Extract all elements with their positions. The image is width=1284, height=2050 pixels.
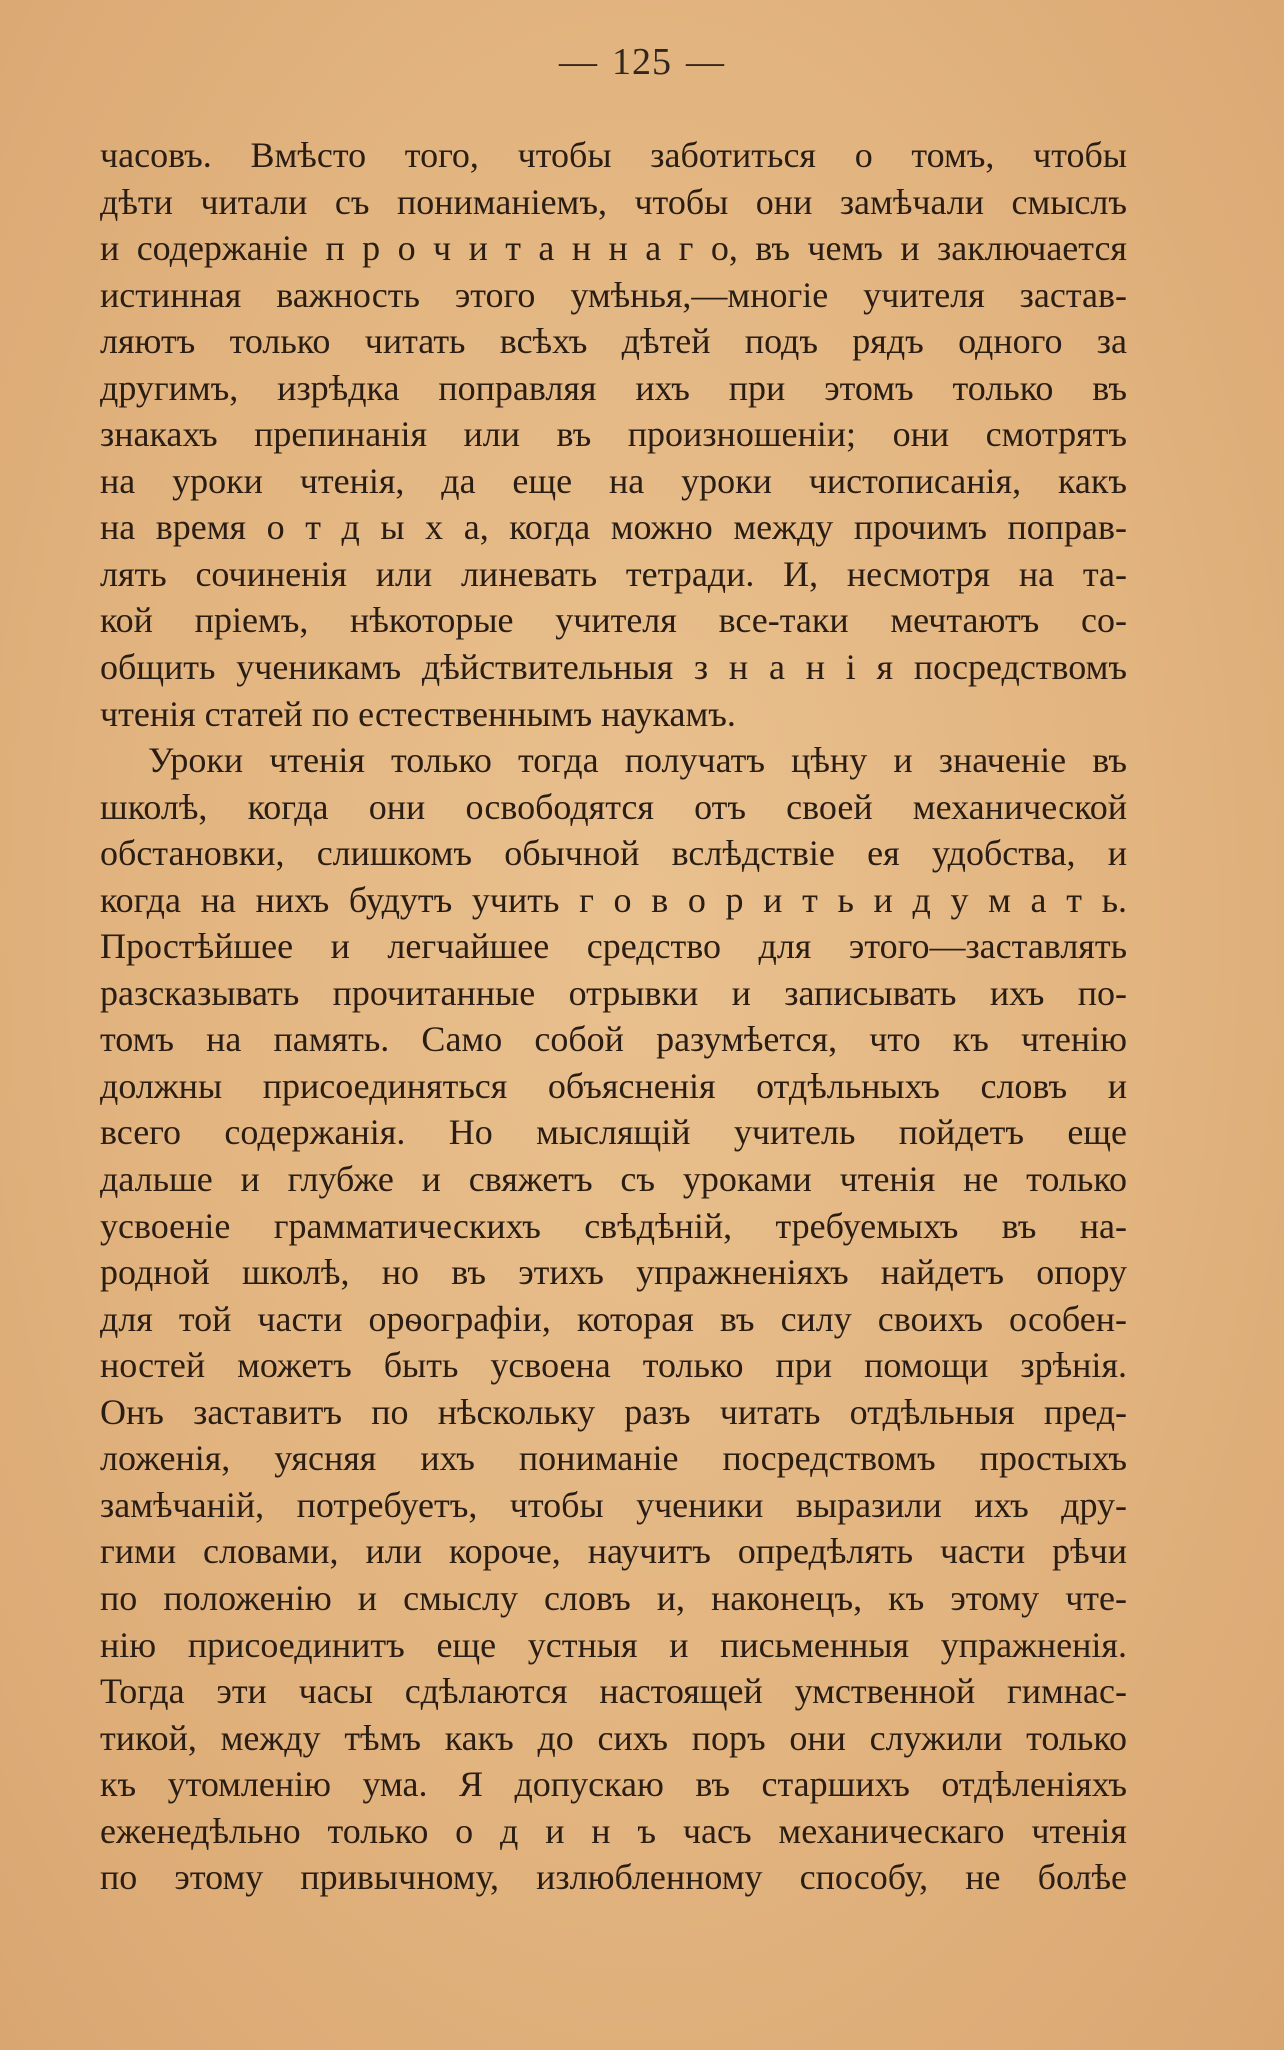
text-line: на время о т д ы х а, когда можно между прочимъ поправ- [100,507,1127,548]
text-line: общить ученикамъ дѣйствительныя з н а н і я посредствомъ [100,647,1127,688]
page-number [0,40,1284,84]
text-line: нію присоединитъ еще устныя и письменныя упражненія. [100,1624,1127,1665]
text-line: усвоеніе грамматическихъ свѣдѣній, требуемыхъ въ на- [100,1205,1127,1246]
text-line: замѣчаній, потребуетъ, чтобы ученики выразили ихъ дру- [100,1484,1127,1525]
text-line: по положенію и смыслу словъ и, наконецъ, къ этому чте- [100,1577,1127,1618]
text-line: часовъ. Вмѣсто того, чтобы заботиться о томъ, чтобы [100,135,1127,175]
text-line: знакахъ препинанія или въ произношеніи; они смотрятъ [100,414,1127,455]
page-number-value: 125 [612,41,672,83]
page-number-dash-right: — [686,41,725,83]
body-text [100,132,1127,1901]
text-line: когда на нихъ будутъ учить г о в о р и т ь и д у м а т ь. [100,879,1127,920]
text-line-paragraph-start: Уроки чтенія только тогда получатъ цѣну и значеніе въ [148,740,1127,781]
text-line: по этому привычному, излюбленному способу, не болѣе [100,1857,1127,1898]
text-line: Простѣйшее и легчайшее средство для этого—заставлять [100,926,1127,967]
text-line: лять сочиненія или линевать тетради. И, несмотря на та- [100,553,1127,594]
text-line: разсказывать прочитанные отрывки и записывать ихъ по- [100,972,1127,1013]
text-line: томъ на память. Само собой разумѣется, что къ чтенію [100,1019,1127,1060]
text-line: должны присоединяться объясненія отдѣльныхъ словъ и [100,1065,1127,1106]
text-line: гими словами, или короче, научитъ опредѣлять части рѣчи [100,1531,1127,1572]
text-line: всего содержанія. Но мыслящій учитель пойдетъ еще [100,1112,1127,1153]
text-line: дѣти читали съ пониманіемъ, чтобы они замѣчали смыслъ [100,181,1127,222]
text-line: ляютъ только читать всѣхъ дѣтей подъ рядъ одного за [100,321,1127,362]
text-line: ложенія, уясняя ихъ пониманіе посредствомъ простыхъ [100,1438,1127,1479]
text-line-paragraph-end: чтенія статей по естественнымъ наукамъ. [100,693,736,734]
text-line: кой пріемъ, нѣкоторые учителя все-таки мечтаютъ со- [100,600,1127,641]
text-line: обстановки, слишкомъ обычной вслѣдствіе ея удобства, и [100,833,1127,874]
page-number-dash-left: — [559,41,598,83]
text-line: родной школѣ, но въ этихъ упражненіяхъ найдетъ опору [100,1252,1127,1293]
text-line: Тогда эти часы сдѣлаются настоящей умственной гимнас- [100,1671,1127,1712]
text-line: ностей можетъ быть усвоена только при помощи зрѣнія. [100,1345,1127,1386]
text-line: школѣ, когда они освободятся отъ своей механической [100,786,1127,827]
text-line: дальше и глубже и свяжетъ съ уроками чтенія не только [100,1159,1127,1200]
text-line: истинная важность этого умѣнья,—многіе учителя застав- [100,274,1127,315]
text-line: къ утомленію ума. Я допускаю въ старшихъ отдѣленіяхъ [100,1764,1127,1805]
text-line: другимъ, изрѣдка поправляя ихъ при этомъ только въ [100,367,1127,408]
text-line: Онъ заставитъ по нѣскольку разъ читать отдѣльныя пред- [100,1391,1127,1432]
text-line: тикой, между тѣмъ какъ до сихъ поръ они служили только [100,1717,1127,1758]
text-line: еженедѣльно только о д и н ъ часъ механическаго чтенія [100,1810,1127,1851]
text-line: на уроки чтенія, да еще на уроки чистописанія, какъ [100,460,1127,501]
text-line: для той части орѳографіи, которая въ силу своихъ особен- [100,1298,1127,1339]
text-line: и содержаніе п р о ч и т а н н а г о, въ чемъ и заключается [100,228,1127,269]
